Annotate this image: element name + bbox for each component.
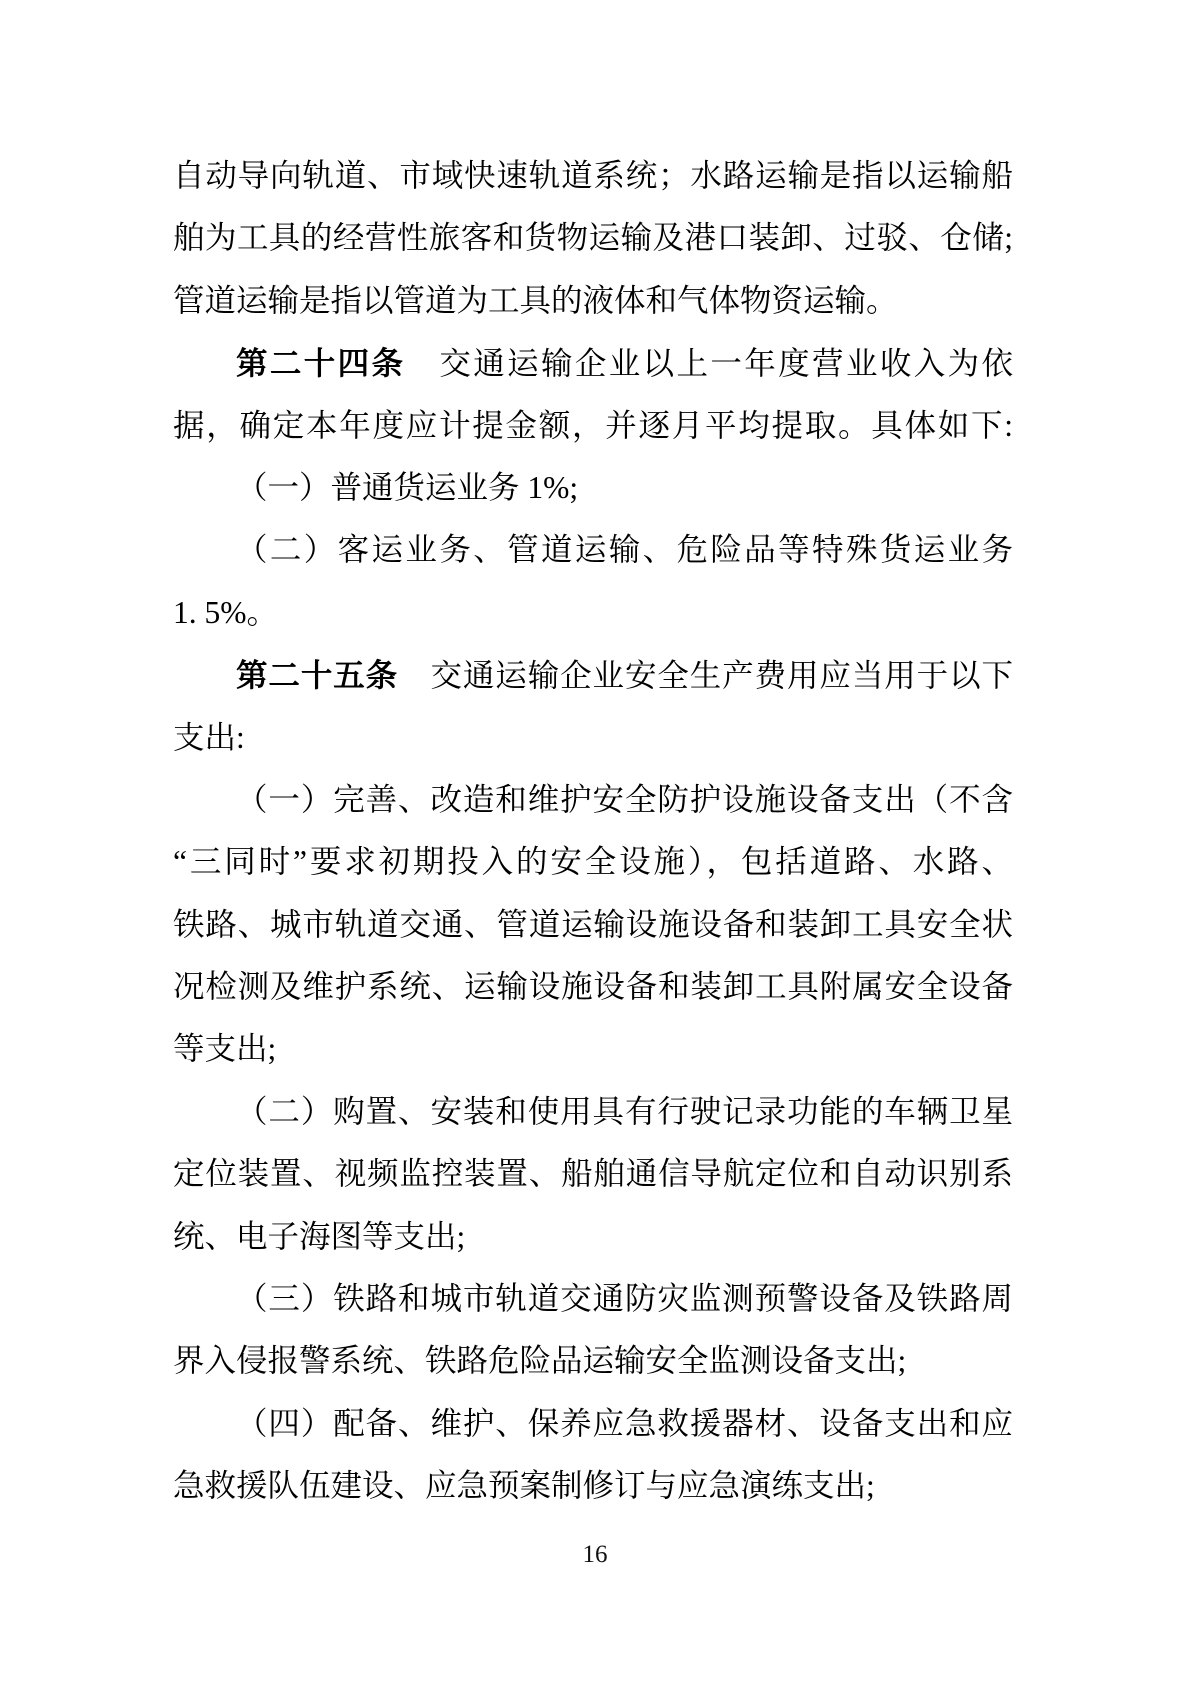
- line-text: 管道运输是指以管道为工具的液体和气体物资运输。: [173, 282, 898, 318]
- line-text: 统、电子海图等支出;: [173, 1218, 466, 1254]
- text-line: [173, 582, 1013, 644]
- text-line: [173, 1393, 1013, 1455]
- line-text: 1. 5%。: [173, 594, 278, 630]
- line-text: 况检测及维护系统、运输设施设备和装卸工具附属安全设备: [173, 969, 1013, 1005]
- line-text: “三同时”要求初期投入的安全设施），包括道路、水路、: [173, 844, 1013, 880]
- line-text: （一）完善、改造和维护安全防护设施设备支出（不含: [236, 781, 1013, 817]
- line-text: 舶为工具的经营性旅客和货物运输及港口装卸、过驳、仓储;: [173, 220, 1013, 256]
- line-text: （二）客运业务、管道运输、危险品等特殊货运业务: [236, 532, 1013, 568]
- line-text: 支出:: [173, 719, 245, 755]
- line-text: 据，确定本年度应计提金额，并逐月平均提取。具体如下:: [173, 407, 1013, 443]
- text-line: [173, 207, 1013, 269]
- text-line: [173, 1268, 1013, 1330]
- text-line: [173, 395, 1013, 457]
- text-line: [173, 644, 1013, 706]
- line-text: （一）普通货运业务 1%;: [236, 469, 579, 505]
- text-line: [173, 1081, 1013, 1143]
- text-line: [173, 1143, 1013, 1205]
- document-body: [173, 145, 1013, 1518]
- text-line: [173, 519, 1013, 581]
- line-text: 交通运输企业安全生产费用应当用于以下: [398, 658, 1013, 694]
- text-line: [173, 457, 1013, 519]
- line-text: 自动导向轨道、市域快速轨道系统；水路运输是指以运输船: [173, 158, 1013, 193]
- text-line: [173, 769, 1013, 831]
- line-text: 交通运输企业以上一年度营业收入为依: [405, 346, 1013, 382]
- line-text: （三）铁路和城市轨道交通防灾监测预警设备及铁路周: [236, 1281, 1013, 1317]
- text-line: [173, 145, 1013, 207]
- text-line: [173, 332, 1013, 394]
- text-line: [173, 1206, 1013, 1268]
- text-line: [173, 270, 1013, 332]
- line-text: 界入侵报警系统、铁路危险品运输安全监测设备支出;: [173, 1343, 907, 1379]
- article-heading: 第二十四条: [236, 345, 406, 382]
- article-heading: 第二十五条: [236, 657, 399, 694]
- text-line: [173, 1018, 1013, 1080]
- line-text: 定位装置、视频监控装置、船舶通信导航定位和自动识别系: [173, 1156, 1013, 1192]
- text-line: [173, 894, 1013, 956]
- line-text: （四）配备、维护、保养应急救援器材、设备支出和应: [236, 1405, 1013, 1441]
- page-number: 16: [582, 1541, 608, 1568]
- text-line: [173, 956, 1013, 1018]
- text-line: [173, 831, 1013, 893]
- line-text: （二）购置、安装和使用具有行驶记录功能的车辆卫星: [236, 1093, 1013, 1129]
- text-line: [173, 1455, 1013, 1517]
- line-text: 等支出;: [173, 1031, 277, 1067]
- line-text: 铁路、城市轨道交通、管道运输设施设备和装卸工具安全状: [173, 906, 1013, 942]
- text-line: [173, 1330, 1013, 1392]
- line-text: 急救援队伍建设、应急预案制修订与应急演练支出;: [173, 1468, 875, 1504]
- text-line: [173, 707, 1013, 769]
